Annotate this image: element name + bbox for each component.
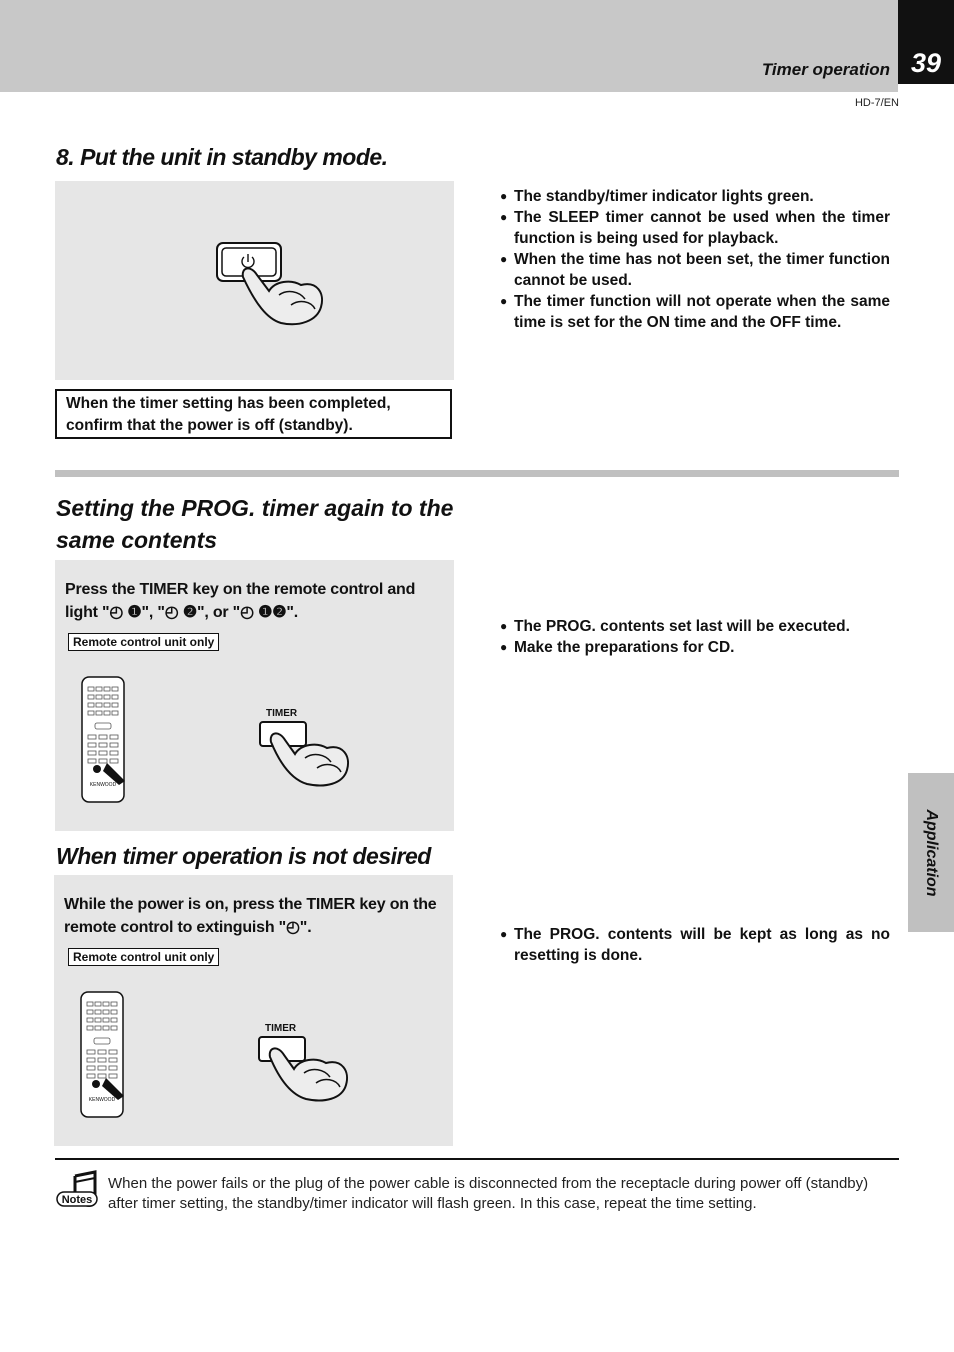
pressing-hand-icon xyxy=(243,268,322,324)
remote-only-tag: Remote control unit only xyxy=(68,948,219,966)
list-item: ● Make the preparations for CD. xyxy=(500,637,895,658)
not-desired-bullet-list xyxy=(500,924,890,966)
section-label: Timer operation xyxy=(761,60,890,79)
page-number-text: 39 xyxy=(910,48,942,78)
side-tab-label: Application xyxy=(923,808,940,897)
not-desired-instruction: While the power is on, press the TIMER key on the remote control to extinguish "◴". xyxy=(64,896,437,936)
notes-divider xyxy=(55,1158,899,1160)
list-item: ● The standby/timer indicator lights green. xyxy=(500,186,890,207)
standby-confirm-text: When the timer setting has been completed, confirm that the power is off (standby). xyxy=(66,395,391,434)
side-tab-application xyxy=(908,773,954,932)
timer-key-label: TIMER xyxy=(266,708,298,719)
timer-key-label: TIMER xyxy=(265,1023,297,1034)
remote-brand-label: KENWOOD xyxy=(89,782,117,788)
timer-key-illustration xyxy=(255,720,375,790)
remote-control-illustration xyxy=(81,675,141,805)
list-item: ● The PROG. contents will be kept as long as no resetting is done. xyxy=(500,924,890,966)
notes-icon xyxy=(55,1170,99,1214)
remote-only-tag: Remote control unit only xyxy=(68,633,219,651)
remote-brand-label: KENWOOD xyxy=(88,1097,116,1103)
prog-again-heading: Setting the PROG. timer again to the same contents xyxy=(56,495,454,553)
timer-key-illustration xyxy=(254,1035,374,1105)
notes-icon-label: Notes xyxy=(61,1194,93,1206)
section-divider xyxy=(55,470,899,477)
list-item: ● The timer function will not operate when the same time is set for the ON time and the OFF time. xyxy=(500,291,890,333)
not-desired-panel xyxy=(54,875,453,1146)
standby-illustration-panel xyxy=(55,181,454,380)
prog-again-panel xyxy=(55,560,454,831)
model-code: HD-7/EN xyxy=(854,97,899,109)
pressing-hand-icon xyxy=(270,1048,347,1100)
list-item: ● When the time has not been set, the timer function cannot be used. xyxy=(500,249,890,291)
list-item: ● The SLEEP timer cannot be used when the timer function is being used for playback. xyxy=(500,207,890,249)
standby-confirm-note xyxy=(55,389,452,439)
remote-control-illustration xyxy=(80,990,140,1120)
prog-again-instruction: Press the TIMER key on the remote control and light "◴ ❶", "◴ ❷", or "◴ ❶❷". xyxy=(65,581,416,621)
notes-text: When the power fails or the plug of the power cable is disconnected from the receptacle during power off (standby) after timer setting, the standby/timer indicator will flash green. In this case, repeat the time setting. xyxy=(108,1175,869,1212)
pressing-hand-icon xyxy=(271,733,348,785)
standby-bullet-list xyxy=(500,186,890,333)
prog-again-bullet-list xyxy=(500,616,895,658)
not-desired-heading: When timer operation is not desired xyxy=(56,843,431,869)
list-item: ● The PROG. contents set last will be executed. xyxy=(500,616,895,637)
standby-heading: 8. Put the unit in standby mode. xyxy=(56,144,388,170)
page-number xyxy=(898,0,954,84)
power-button-illustration xyxy=(55,181,454,380)
